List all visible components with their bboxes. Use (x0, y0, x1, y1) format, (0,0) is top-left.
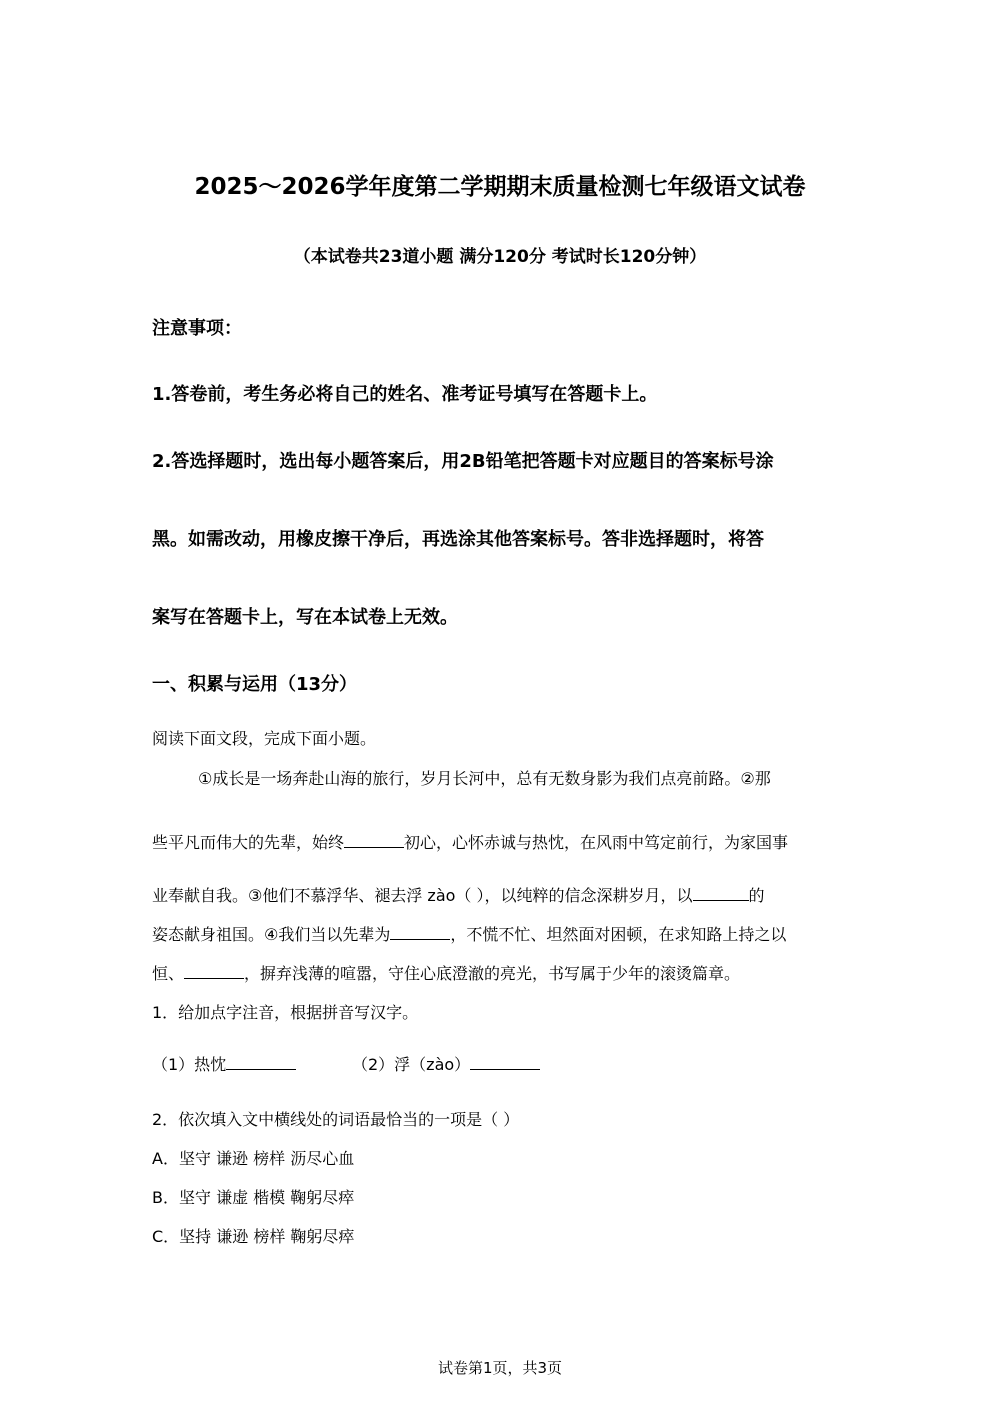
passage-line-3-text-b: 的 (748, 886, 765, 905)
question-2-option-b: B．坚守 谦虚 楷模 鞠躬尽瘁 (152, 1188, 355, 1207)
answer-blank-1 (226, 1068, 296, 1070)
fill-blank-2 (693, 899, 749, 901)
question-1-part-2-text: （2）浮（zào） (352, 1055, 471, 1074)
passage-line-5-text-b: ，摒弃浅薄的喧嚣，守住心底澄澈的亮光，书写属于少年的滚烫篇章。 (244, 964, 741, 983)
fill-blank-3 (390, 938, 450, 940)
question-2-stem: 2．依次填入文中横线处的词语最恰当的一项是（ ） (152, 1110, 520, 1129)
question-1-part-1-text: （1）热忱 (152, 1055, 227, 1074)
passage-line-2-text-a: 些平凡而伟大的先辈，始终 (152, 833, 345, 852)
question-1-part-2 (352, 1052, 540, 1075)
passage-line-5-text-a: 恒、 (152, 964, 185, 983)
reading-instruction: 阅读下面文段，完成下面小题。 (152, 729, 377, 748)
passage-line-2 (152, 830, 788, 853)
passage-line-3-text-a: 业奉献自我。③他们不慕浮华、褪去浮 zào（ ），以纯粹的信念深耕岁月，以 (152, 886, 693, 905)
notice-heading: 注意事项： (152, 318, 242, 339)
passage-line-3 (152, 883, 765, 906)
fill-blank-4 (184, 977, 244, 979)
passage-line-4-text-b: ，不慌不忙、坦然面对困顿，在求知路上持之以 (450, 925, 787, 944)
passage-line-4 (152, 922, 786, 945)
question-1-part-1 (152, 1052, 296, 1075)
exam-title: 2025～2026学年度第二学期期末质量检测七年级语文试卷 (194, 174, 806, 200)
page-footer: 试卷第1页，共3页 (437, 1359, 563, 1377)
passage-line-2-text-b: 初心，心怀赤诚与热忱，在风雨中笃定前行，为家国事 (404, 833, 789, 852)
exam-subtitle: （本试卷共23道小题 满分120分 考试时长120分钟） (293, 247, 707, 267)
notice-item-2-line-2: 黑。如需改动，用橡皮擦干净后，再选涂其他答案标号。答非选择题时，将答 (152, 529, 764, 550)
notice-item-2-line-1: 2.答选择题时，选出每小题答案后，用2B铅笔把答题卡对应题目的答案标号涂 (152, 451, 774, 472)
notice-item-2-line-3: 案写在答题卡上，写在本试卷上无效。 (152, 607, 458, 628)
fill-blank-1 (344, 846, 404, 848)
passage-line-5 (152, 961, 740, 984)
question-2-option-c: C．坚持 谦逊 榜样 鞠躬尽瘁 (152, 1227, 355, 1246)
answer-blank-2 (470, 1068, 540, 1070)
passage-line-4-text-a: 姿态献身祖国。④我们当以先辈为 (152, 925, 391, 944)
section-1-heading: 一、积累与运用（13分） (152, 674, 358, 695)
passage-line-1: ①成长是一场奔赴山海的旅行，岁月长河中，总有无数身影为我们点亮前路。②那 (198, 769, 771, 788)
question-2-option-a: A．坚守 谦逊 榜样 沥尽心血 (152, 1149, 355, 1168)
question-1-stem: 1．给加点字注音，根据拼音写汉字。 (152, 1003, 419, 1022)
notice-item-1: 1.答卷前，考生务必将自己的姓名、准考证号填写在答题卡上。 (152, 384, 658, 405)
